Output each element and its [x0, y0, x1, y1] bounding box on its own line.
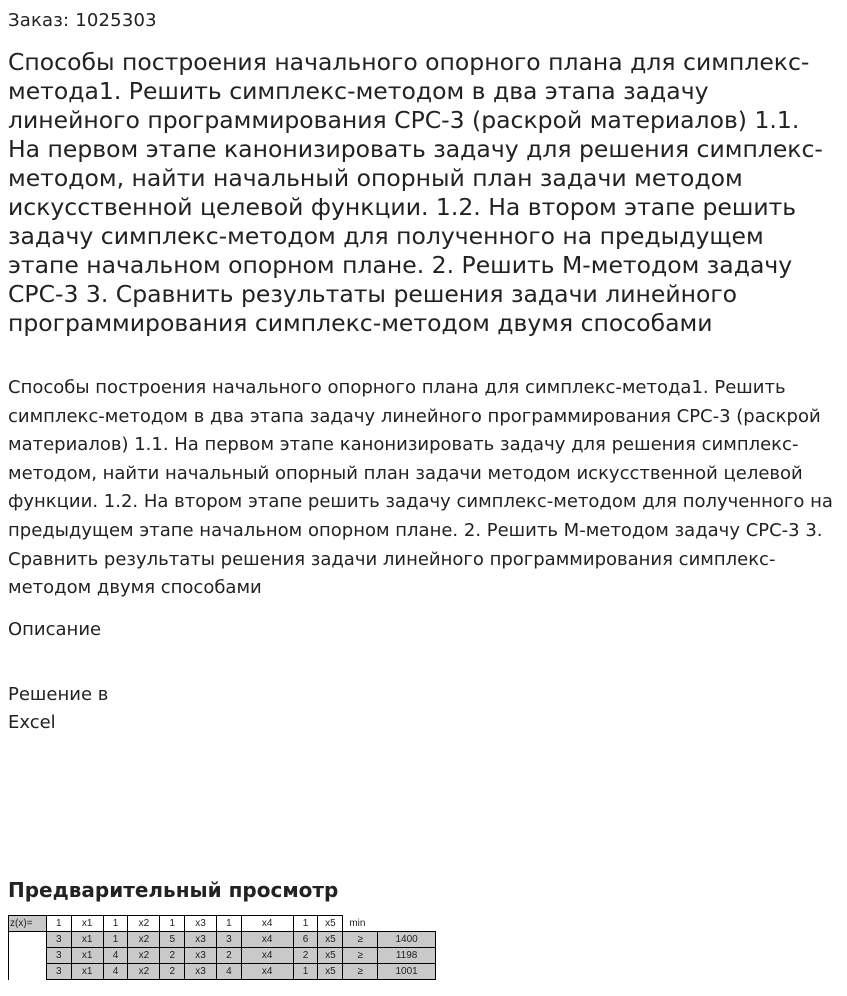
table-cell: 2: [160, 964, 185, 980]
table-cell: 1: [46, 916, 71, 932]
table-cell: x2: [128, 932, 160, 948]
empty-cell: [9, 948, 47, 964]
task-description: Способы построения начального опорного плана для симплекс-метода1. Решить симплекс-методом в два этапа задачу линейного программирования СРС-3 (раскрой материалов) 1.1. На первом этапе канонизировать задачу для решения симплекс-методом, найти начальный опорный план задачи методом искусственной целевой функции. 1.2. На втором этапе решить задачу симплекс-методом для полученного на предыдущем этапе начальном опорном плане. 2. Решить М-методом задачу СРС-3 3. Сравнить результаты решения задачи линейного программирования симплекс-методом двумя способами: [8, 377, 833, 599]
table-cell: x1: [71, 932, 103, 948]
table-cell: x2: [128, 916, 160, 932]
constraint-rhs: 1400: [378, 932, 436, 948]
table-cell: 4: [103, 964, 128, 980]
constraint-sign: ≥: [343, 964, 378, 980]
constraint-sign: ≥: [343, 948, 378, 964]
table-cell: 6: [293, 932, 318, 948]
constraint-sign: ≥: [343, 932, 378, 948]
table-cell: 1: [103, 916, 128, 932]
table-cell: 1: [103, 932, 128, 948]
table-cell: 4: [217, 964, 242, 980]
objective-row: [9, 916, 436, 932]
table-cell: x2: [128, 964, 160, 980]
table-cell: x3: [185, 964, 217, 980]
objective-label: z(x)=: [9, 916, 47, 932]
lp-model-table: [8, 915, 436, 980]
table-cell: x5: [318, 916, 343, 932]
table-cell: 3: [46, 964, 71, 980]
table-cell: 1: [293, 964, 318, 980]
constraint-rhs: 1198: [378, 948, 436, 964]
table-cell: x5: [318, 932, 343, 948]
table-cell: 2: [217, 948, 242, 964]
table-cell: 1: [293, 916, 318, 932]
table-cell: x1: [71, 964, 103, 980]
table-cell: x3: [185, 932, 217, 948]
table-cell: x4: [241, 932, 293, 948]
table-row: [9, 964, 436, 980]
table-cell: x2: [128, 948, 160, 964]
constraint-rhs: 1001: [378, 964, 436, 980]
table-cell: 1: [217, 916, 242, 932]
table-cell: x1: [71, 916, 103, 932]
table-cell: 2: [160, 948, 185, 964]
table-cell: 4: [103, 948, 128, 964]
objective-sense: min: [343, 916, 378, 932]
order-number: Заказ: 1025303: [8, 10, 157, 31]
table-cell: 1: [160, 916, 185, 932]
table-cell: x3: [185, 948, 217, 964]
table-row: [9, 932, 436, 948]
table-cell: x4: [241, 964, 293, 980]
table-cell: 5: [160, 932, 185, 948]
table-cell: 2: [293, 948, 318, 964]
table-cell: x4: [241, 916, 293, 932]
empty-cell: [378, 916, 436, 932]
table-cell: 3: [46, 932, 71, 948]
table-cell: x3: [185, 916, 217, 932]
page-title: Способы построения начального опорного плана для симплекс-метода1. Решить симплекс-методом в два этапа задачу линейного программирования СРС-3 (раскрой материалов) 1.1. На первом этапе канонизировать задачу для решения симплекс-методом, найти начальный опорный план задачи методом искусственной целевой функции. 1.2. На втором этапе решить задачу симплекс-методом для полученного на предыдущем этапе начальном опорном плане. 2. Решить М-методом задачу СРС-3 3. Сравнить результаты решения задачи линейного программирования симплекс-методом двумя способами: [8, 48, 823, 337]
table-cell: x1: [71, 948, 103, 964]
table-cell: 3: [46, 948, 71, 964]
preview-heading: Предварительный просмотр: [8, 878, 339, 902]
empty-cell: [9, 932, 47, 948]
description-label: Описание: [8, 619, 102, 640]
table-cell: x4: [241, 948, 293, 964]
spreadsheet-preview: [8, 915, 436, 996]
empty-cell: [9, 964, 47, 980]
table-row: [9, 948, 436, 964]
solution-label: Решение в Excel: [8, 684, 109, 733]
table-cell: x5: [318, 948, 343, 964]
table-cell: x5: [318, 964, 343, 980]
table-cell: 3: [217, 932, 242, 948]
